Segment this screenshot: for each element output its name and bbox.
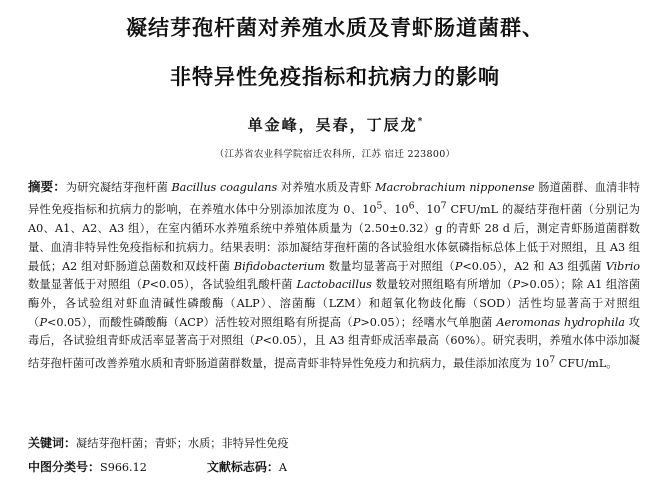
keywords-text: 凝结芽孢杆菌；青虾；水质；非特异性免疫 xyxy=(76,437,289,450)
p-value-symbol: P xyxy=(352,315,361,329)
keywords-label: 关键词： xyxy=(28,436,77,450)
p-value-symbol: P xyxy=(512,278,521,292)
species-name: Bacillus coagulans xyxy=(171,181,278,194)
clc-number: S966.12 xyxy=(100,461,147,474)
p-value-symbol: P xyxy=(255,334,263,348)
classification-line xyxy=(28,458,287,475)
exponent: 5 xyxy=(376,200,383,212)
p-value-symbol: P xyxy=(39,315,48,329)
exponent: 7 xyxy=(440,200,447,212)
paper-title-line-1: 凝结芽孢杆菌对养殖水质及青虾肠道菌群、 xyxy=(126,16,544,40)
exponent: 6 xyxy=(408,200,415,212)
species-name: Macrobrachium nipponense xyxy=(375,181,535,194)
exponent: 7 xyxy=(549,354,556,366)
abstract-label: 摘要： xyxy=(28,179,66,194)
abstract-block xyxy=(28,178,640,374)
paper-title-line-2: 非特异性免疫指标和抗病力的影响 xyxy=(170,65,500,89)
species-name: Aeromonas hydrophila xyxy=(496,315,625,329)
species-name: Vibrio xyxy=(605,259,641,273)
keywords-line xyxy=(28,434,289,451)
clc-label: 中图分类号： xyxy=(28,460,101,474)
abstract-text: 为研究凝结芽孢杆菌 Bacillus coagulans 对养殖水质及青虾 Macrobrachium nipponense 肠道菌群、血清非特异性免疫指标和抗病力的影响，在养殖水体中分别添加浓度为 0、$10^5$、$10^6$、$10^7$ CFU/mL 的凝结芽孢杆菌（分别记为 A0、A1、A2、A3 组），在室内循环水养殖系统中养殖体质量为（2.50±0.32）g 的青虾 28 d 后，测定青虾肠道菌群数量、血清非特异性免疫指标和抗病力。结果表明：添加凝结芽孢杆菌的各试验组水体氨磷指标总体上低于对照组，且 A3 组最低；A2 组对虾肠道总菌数和双歧杆菌 Bifidobacterium 数量均显著高于对照组（P<0.05），A2 和 A3 组弧菌 Vibrio 数量显著低于对照组（P<0.05），各试验组乳酸杆菌 Lactobacillus 数量较对照组略有所增加（P>0.05）；除 A1 组溶菌酶外，各试验组对虾血清碱性磷酸酶（ALP）、溶菌酶（LZM）和超氧化物歧化酶（SOD）活性均显著高于对照组（P<0.05），而酸性磷酸酶（ACP）活性较对照组略有所提高（P>0.05）；经嗜水气单胞菌 Aeromonas hydrophila 攻毒后，各试验组青虾成活率显著高于对照组（P<0.05），且 A3 组青虾成活率最高（60%）。研究表明，养殖水体中添加凝结芽孢杆菌可改善养殖水质和青虾肠道菌群数量，提高青虾非特异性免疫力和抗病力，最佳添加浓度为 $10^7$ CFU/mL。 xyxy=(28,181,641,370)
author-names: 单金峰，吴春，丁辰龙 xyxy=(247,116,418,134)
p-value-symbol: P xyxy=(142,278,150,292)
document-code-value: A xyxy=(278,461,287,474)
corresponding-author-mark: * xyxy=(417,117,423,127)
p-value-symbol: P xyxy=(454,259,463,273)
document-code-label: 文献标志码： xyxy=(206,460,279,474)
affiliation: （江苏省农业科学院宿迁农科所，江苏 宿迁 223800） xyxy=(214,149,456,160)
species-name: Bifidobacterium xyxy=(233,259,325,273)
author-list xyxy=(0,114,670,135)
species-name: Lactobacillus xyxy=(296,278,372,292)
